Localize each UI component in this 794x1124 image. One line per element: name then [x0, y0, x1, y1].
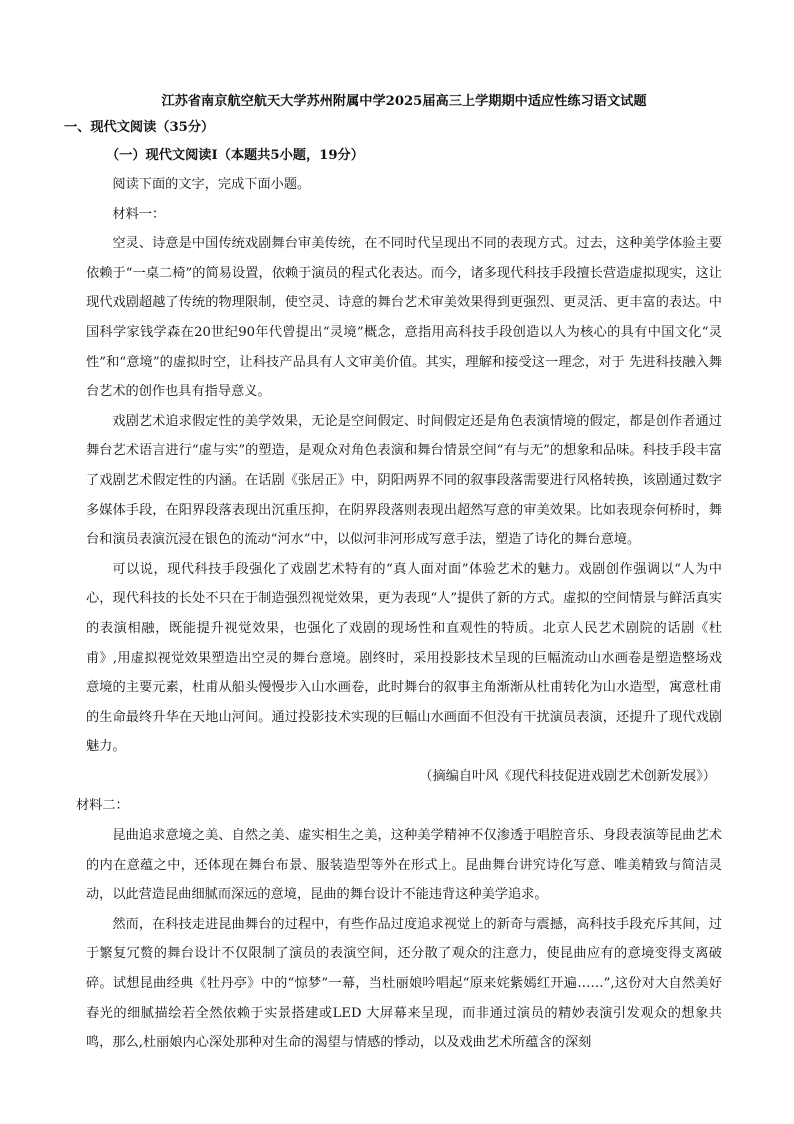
- material-two-paragraph-1: 昆曲追求意境之美、自然之美、虚实相生之美，这种美学精神不仅渗透于唱腔音乐、身段表演等昆曲艺术的内在意蕴之中，还体现在舞台布景、服装造型等外在形式上。昆曲舞台讲究诗化写意、唯美精致与简洁灵动，以此营造昆曲细腻而深远的意境，昆曲的舞台设计不能违背这种美学追求。: [86, 828, 722, 903]
- material-one-source: （摘编自叶风《现代科技促进戏剧艺术创新发展》）: [419, 768, 716, 784]
- material-two-paragraph-2: 然而，在科技走进昆曲舞台的过程中，有些作品过度追求视觉上的新奇与震撼，高科技手段充斥其间，过于繁复冗赘的舞台设计不仅限制了演员的表演空间，还分散了观众的注意力，使昆曲应有的意境变得支离破碎。试想昆曲经典《牡丹亭》中的“惊梦”一幕，当杜丽娘吟唱起“原来姹紫嫣红开遍……”,这份对大自然美好春光的细腻描绘若全然依赖于实景搭建或LED 大屏幕来呈现，而非通过演员的精妙表演引发观众的想象共鸣，那么,杜丽娘内心深处那种对生命的渴望与情感的悸动，以及戏曲艺术所蕴含的深刻: [86, 916, 722, 1051]
- material-one-label: 材料一：: [112, 206, 166, 222]
- subsection-heading: （一）现代文阅读Ⅰ（本题共5小题，19分）: [106, 148, 364, 163]
- material-one-paragraph-1: 空灵、诗意是中国传统戏剧舞台审美传统，在不同时代呈现出不同的表现方式。过去，这种美学体验主要依赖于“一桌二椅”的简易设置，依赖于演员的程式化表达。而今，诸多现代科技手段擅长营造虚拟现实，这让现代戏剧超越了传统的物理限制，使空灵、诗意的舞台艺术审美效果得到更强烈、更灵活、更丰富的表达。中国科学家钱学森在20世纪90年代曾提出“灵境”概念，意指用高科技手段创造以人为核心的具有中国文化“灵性”和“意境”的虚拟时空，让科技产品具有人文审美价值。其实，理解和接受这一理念，对于 先进科技融入舞台艺术的创作也具有指导意义。: [86, 236, 722, 400]
- section-heading: 一、现代文阅读（35分）: [64, 120, 215, 135]
- instruction-text: 阅读下面的文字，完成下面小题。: [112, 177, 311, 192]
- material-one-paragraph-2: 戏剧艺术追求假定性的美学效果，无论是空间假定、时间假定还是角色表演情境的假定，都是创作者通过舞台艺术语言进行“虚与实”的塑造，是观众对角色表演和舞台情景空间“有与无”的想象和品味。科技手段丰富了戏剧艺术假定性的内涵。在话剧《张居正》中，阴阳两界不同的叙事段落需要进行风格转换，该剧通过数字多媒体手段，在阳界段落表现出沉重压抑，在阴界段落则表现出超然写意的审美效果。比如表现奈何桥时，舞台和演员表演沉浸在银色的流动“河水”中，以似河非河形成写意手法，塑造了诗化的舞台意境。: [86, 413, 722, 548]
- material-two-label: 材料二：: [76, 798, 129, 814]
- material-one-paragraph-3: 可以说，现代科技手段强化了戏剧艺术特有的“真人面对面”体验艺术的魅力。戏剧创作强调以“人为中心，现代科技的长处不只在于制造强烈视觉效果，更为表现“人”提供了新的方式。虚拟的空间情景与鲜活真实的表演相融，既能提升视觉效果，也强化了戏剧的现场性和直观性的特质。北京人民艺术剧院的话剧《杜甫》,用虚拟视觉效果塑造出空灵的舞台意境。剧终时，采用投影技术呈现的巨幅流动山水画卷是塑造整场戏意境的主要元素，杜甫从船头慢慢步入山水画卷，此时舞台的叙事主角渐渐从杜甫转化为山水造型，寓意杜甫的生命最终升华在天地山河间。通过投影技术实现的巨幅山水画面不但没有干扰演员表演，还提升了现代戏剧魅力。: [86, 561, 722, 755]
- document-title: 江苏省南京航空航天大学苏州附属中学2025届高三上学期期中适应性练习语文试题: [161, 94, 647, 109]
